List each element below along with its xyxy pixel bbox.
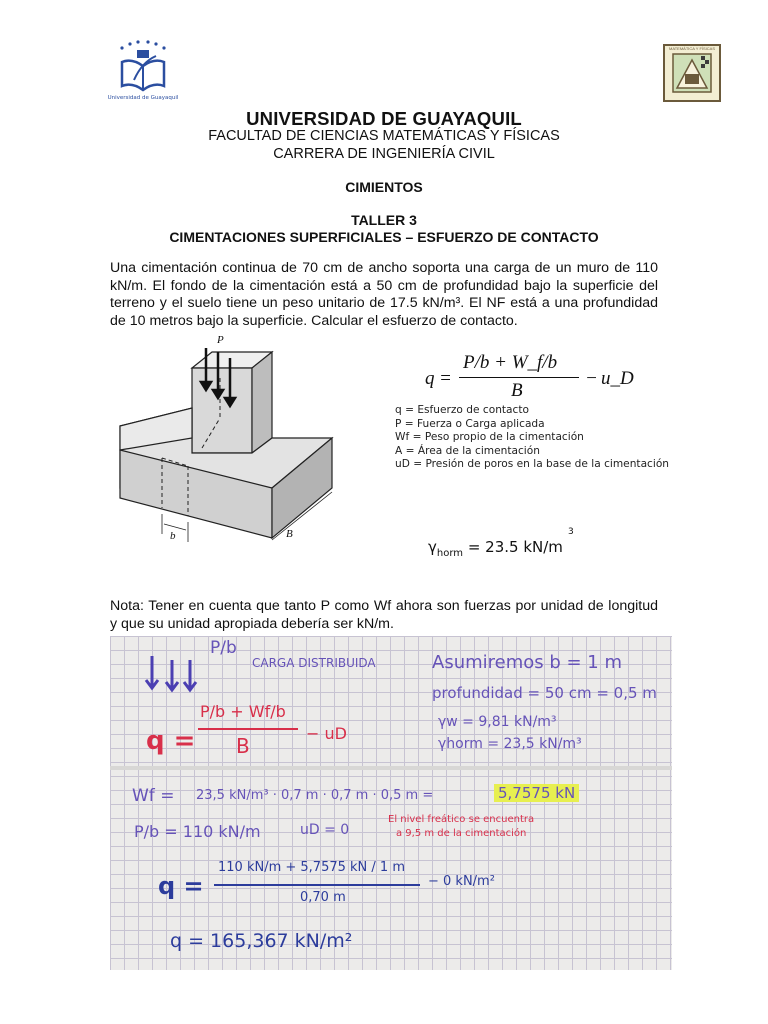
label-B: B bbox=[286, 528, 293, 540]
workshop-title: CIMENTACIONES SUPERFICIALES – ESFUERZO DE CONTACTO bbox=[169, 229, 599, 245]
formula-legend bbox=[395, 404, 669, 472]
formula-lhs: q bbox=[425, 368, 435, 389]
note-q-bar bbox=[198, 728, 298, 730]
note-q-den: B bbox=[236, 734, 250, 758]
note-nf-1: El nivel freático se encuentra bbox=[388, 814, 535, 825]
note-pb-value: P/b = 110 kN/m bbox=[134, 822, 261, 841]
note-wf-result: 5,7575 kN bbox=[494, 784, 579, 802]
label-b: b bbox=[170, 530, 176, 542]
formula-numerator: P/b + W_f/b bbox=[463, 352, 558, 373]
photo-seam bbox=[110, 766, 672, 770]
career-name: CARRERA DE INGENIERÍA CIVIL bbox=[273, 146, 495, 162]
university-name: UNIVERSIDAD DE GUAYAQUIL bbox=[246, 108, 522, 129]
legend-item: P = Fuerza o Carga aplicada bbox=[395, 417, 545, 430]
note-q2-num: 110 kN/m + 5,7575 kN / 1 m bbox=[218, 860, 405, 875]
note-q2-lhs: q = bbox=[158, 872, 204, 900]
note-pb: P/b bbox=[210, 638, 237, 658]
faculty-seal bbox=[663, 44, 721, 102]
unit-weight-exponent: 3 bbox=[568, 527, 574, 537]
seal-caption: MATEMÁTICA Y FÍSICAS bbox=[669, 46, 715, 51]
note-wf-calc: 23,5 kN/m³ · 0,7 m · 0,7 m · 0,5 m = bbox=[196, 788, 434, 803]
subject-name: CIMIENTOS bbox=[345, 179, 423, 195]
faculty-name: FACULTAD DE CIENCIAS MATEMÁTICAS Y FÍSICAS bbox=[208, 128, 560, 144]
logo-caption: Universidad de Guayaquil bbox=[107, 95, 179, 101]
note-q2-tail: − 0 kN/m² bbox=[428, 874, 495, 889]
formula-rhs: u_D bbox=[601, 368, 634, 389]
formula-denominator: B bbox=[511, 380, 523, 401]
legend-item: q = Esfuerzo de contacto bbox=[395, 404, 530, 416]
note-asumiremos: Asumiremos b = 1 m bbox=[432, 652, 623, 673]
note-q2-bar bbox=[214, 884, 420, 886]
footing-diagram bbox=[112, 334, 342, 548]
note-carga: CARGA DISTRIBUIDA bbox=[252, 656, 376, 670]
problem-statement: Una cimentación continua de 70 cm de ancho soporta una carga de un muro de 110 kN/m. El fondo de la cimentación está a 50 cm de profundidad bajo la superficie del terreno y el suelo tiene un peso unitario de 17.5 kN/m³. El NF está a una profundidad de 10 metros bajo la superficie. Calcular el esfuerzo de contacto. bbox=[110, 260, 658, 329]
distributed-load-arrows-icon bbox=[144, 654, 204, 694]
contact-stress-formula: q = P/b + W_f/b B − u_D bbox=[425, 352, 634, 401]
concrete-unit-weight: $\gamma_{horm} = 23.5$ kN/m bbox=[428, 538, 563, 559]
note-q2-den: 0,70 m bbox=[300, 890, 346, 905]
university-logo bbox=[107, 40, 179, 104]
note-gamma-h: γhorm = 23,5 kN/m³ bbox=[438, 736, 582, 752]
note-ud-zero: uD = 0 bbox=[300, 822, 350, 838]
note-q-ud: − uD bbox=[306, 724, 347, 743]
label-p: P bbox=[217, 334, 224, 346]
note-q-lhs: q = bbox=[146, 726, 196, 756]
note-gamma-w: γw = 9,81 kN/m³ bbox=[438, 714, 557, 730]
legend-item: Wf = Peso propio de la cimentación bbox=[395, 431, 584, 444]
workshop-number: TALLER 3 bbox=[351, 212, 417, 228]
formula-fraction-bar bbox=[459, 377, 579, 378]
legend-item: A = Área de la cimentación bbox=[395, 444, 540, 457]
note-q-num: P/b + Wf/b bbox=[200, 702, 286, 721]
note-nf-2: a 9,5 m de la cimentación bbox=[396, 828, 527, 839]
legend-item: uD = Presión de poros en la base de la cimentación bbox=[395, 458, 670, 471]
note-text: Nota: Tener en cuenta que tanto P como Wf ahora son fuerzas por unidad de longitud y que su unidad apropiada debería ser kN/m. bbox=[110, 598, 658, 632]
note-wf-lhs: Wf = bbox=[132, 786, 175, 806]
handwritten-solution bbox=[110, 636, 672, 970]
note-profundidad: profundidad = 50 cm = 0,5 m bbox=[432, 684, 657, 702]
note-q-result: q = 165,367 kN/m² bbox=[170, 930, 353, 952]
